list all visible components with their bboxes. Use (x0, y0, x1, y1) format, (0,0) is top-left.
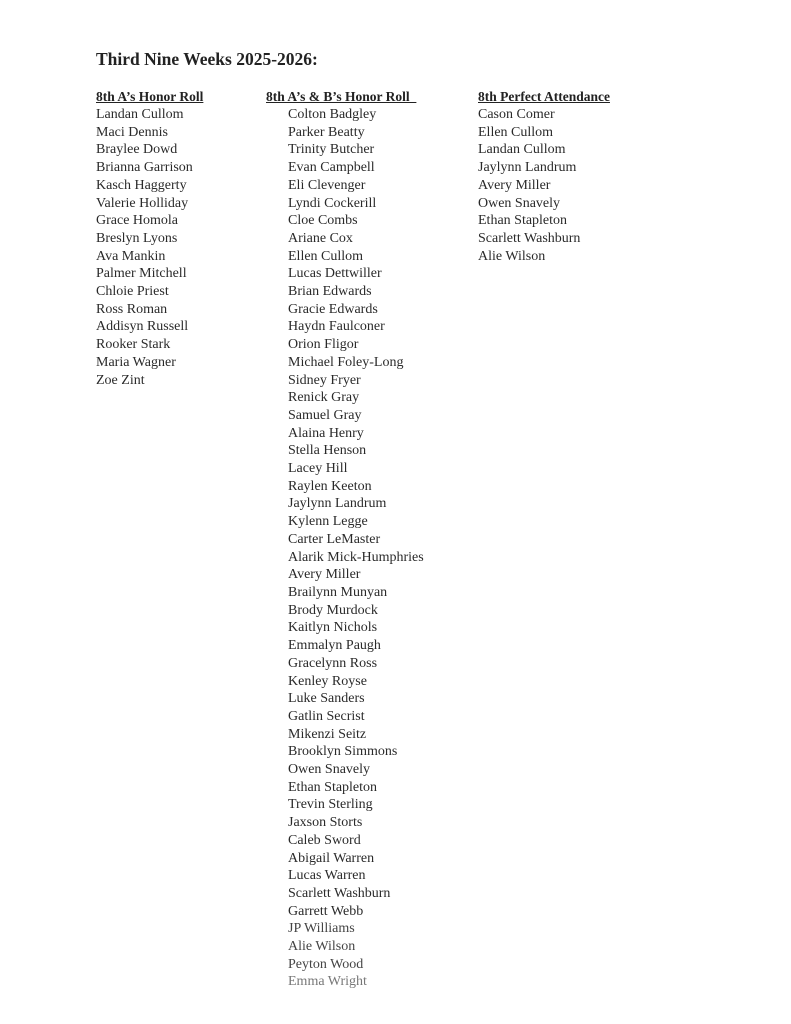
list-item: Eli Clevenger (288, 177, 366, 193)
list-item: Brian Edwards (288, 284, 372, 300)
list-item: Trinity Butcher (288, 142, 375, 158)
list-item: Valerie Holliday (96, 195, 189, 211)
list-item: Kasch Haggerty (96, 177, 187, 193)
column-header: 8th Perfect Attendance (478, 89, 610, 104)
list-item: Renick Gray (288, 390, 360, 406)
list-item: Avery Miller (478, 177, 551, 193)
list-item: Brooklyn Simmons (288, 744, 398, 760)
list-item: Maria Wagner (96, 354, 176, 370)
list-item: Jaxson Storts (288, 815, 363, 831)
list-item: Brianna Garrison (96, 160, 193, 176)
list-item: Braylee Dowd (96, 142, 178, 158)
list-item: Breslyn Lyons (96, 230, 178, 246)
list-item: Alie Wilson (478, 248, 546, 264)
column-header: 8th A’s & B’s Honor Roll (266, 89, 417, 104)
list-item: Avery Miller (288, 567, 361, 583)
column-ab-honor-roll (266, 89, 424, 991)
column-perfect-attendance (478, 89, 610, 265)
list-item: Samuel Gray (288, 407, 362, 423)
list-item: Michael Foley-Long (288, 354, 404, 370)
list-item: Brailynn Munyan (288, 584, 388, 600)
name-list (478, 106, 610, 265)
list-item: Stella Henson (288, 443, 367, 459)
list-item: Owen Snavely (288, 762, 371, 778)
list-item: Scarlett Washburn (478, 230, 581, 246)
list-item: Ethan Stapleton (478, 213, 568, 229)
list-item: Sidney Fryer (288, 372, 361, 388)
list-item: Mikenzi Seitz (288, 726, 367, 742)
list-item: Kylenn Legge (288, 514, 368, 530)
column-header: 8th A’s Honor Roll (96, 89, 204, 104)
column-a-honor-roll (96, 89, 203, 389)
list-item: Evan Campbell (288, 160, 375, 176)
list-item: Lyndi Cockerill (288, 195, 377, 211)
list-item: Caleb Sword (288, 832, 361, 848)
list-item: Ava Mankin (96, 248, 166, 264)
list-item: Gatlin Secrist (288, 708, 365, 724)
list-item: Zoe Zint (96, 372, 145, 388)
list-item: Garrett Webb (288, 903, 364, 919)
list-item: Gracelynn Ross (288, 655, 378, 671)
list-item: Alaina Henry (288, 425, 364, 441)
list-item: Rooker Stark (96, 337, 171, 353)
page-title: Third Nine Weeks 2025-2026: (96, 49, 318, 69)
list-item: Maci Dennis (96, 124, 168, 140)
list-item: Ross Roman (96, 301, 168, 317)
name-list (96, 106, 203, 389)
list-item: Lucas Dettwiller (288, 266, 382, 282)
list-item: Palmer Mitchell (96, 266, 187, 282)
list-item: Parker Beatty (288, 124, 365, 140)
list-item: Grace Homola (96, 213, 179, 229)
list-item: Cloe Combs (288, 213, 358, 229)
list-item: Carter LeMaster (288, 531, 381, 547)
list-item: Gracie Edwards (288, 301, 378, 317)
list-item: Brody Murdock (288, 602, 378, 618)
list-item: Peyton Wood (288, 956, 364, 972)
list-item: Alarik Mick-Humphries (288, 549, 424, 565)
list-item: Chloie Priest (96, 284, 169, 300)
list-item: Jaylynn Landrum (288, 496, 387, 512)
list-item: Ellen Cullom (288, 248, 364, 264)
list-item: Raylen Keeton (288, 478, 372, 494)
list-item: Owen Snavely (478, 195, 561, 211)
list-item: Scarlett Washburn (288, 885, 391, 901)
name-list (266, 106, 424, 991)
list-item: Ethan Stapleton (288, 779, 378, 795)
list-item: Cason Comer (478, 107, 555, 122)
list-item: Ariane Cox (288, 230, 353, 246)
list-item: Emmalyn Paugh (288, 638, 381, 654)
list-item: Abigail Warren (288, 850, 375, 866)
list-item: Lucas Warren (288, 868, 366, 884)
list-item: Landan Cullom (96, 107, 184, 122)
list-item: Orion Fligor (288, 337, 359, 353)
list-item: Addisyn Russell (96, 319, 189, 335)
list-item: Luke Sanders (288, 691, 365, 707)
list-item: Emma Wright (288, 974, 367, 990)
list-item: Colton Badgley (288, 107, 377, 122)
list-item: Alie Wilson (288, 939, 356, 955)
list-item: Ellen Cullom (478, 124, 554, 140)
list-item: Haydn Faulconer (288, 319, 385, 335)
list-item: Kaitlyn Nichols (288, 620, 378, 636)
list-item: Kenley Royse (288, 673, 367, 689)
list-item: JP Williams (288, 921, 355, 937)
list-item: Trevin Sterling (288, 797, 373, 813)
list-item: Lacey Hill (288, 461, 348, 477)
list-item: Jaylynn Landrum (478, 160, 577, 176)
list-item: Landan Cullom (478, 142, 566, 158)
